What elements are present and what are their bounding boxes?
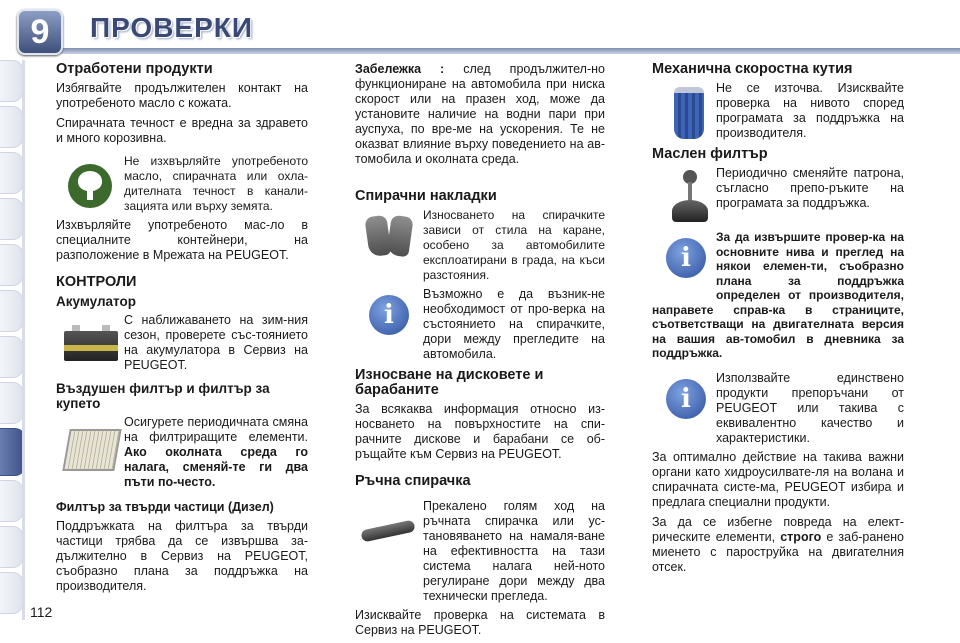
air-filter-icon [56, 415, 118, 471]
page-title: ПРОВЕРКИ [90, 12, 253, 43]
gearbox-text: Не се източва. Изисквайте проверка на нивото според програмата за поддръжка на производителя. [716, 81, 904, 140]
gearbox-block [652, 81, 904, 141]
gear-lever-icon [652, 166, 710, 222]
electric-text-a: За да се избегне повреда на елект-рическите елементи, [652, 514, 904, 544]
handbrake-text: Прекалено голям ход на ръчната спирачка или ус-тановяването на намаля-ване на ефективността на тази система налага ней-ното регулиране дори между два технически прегледа. [423, 499, 605, 603]
chapter-tab[interactable] [0, 572, 23, 614]
electric-text-bold: строго [780, 529, 822, 544]
subsection-title: Акумулатор [56, 294, 136, 309]
note-label: Забележка : [355, 62, 445, 76]
info-icon: i [652, 371, 706, 419]
electric-text-b: е заб-ранено миенето с пароструйка на двигателния отсек. [652, 529, 905, 574]
info-bold-text: За да извършите провер-ка на основните нива и преглед на някои елемен-ти, съобразно плана за поддръжка определен от производителя, направете справ-ка в страниците, съответстващи на двигателната версия на вашия ав-томобил в дневника за поддръжка. [652, 230, 904, 360]
air-filter-text [124, 415, 308, 490]
battery-block [56, 313, 308, 373]
pads-text: Износването на спирачките зависи от стила на каране, особено за автомобилите експлоатирани в града, на къси разстояния. [423, 208, 605, 282]
battery-text: С наближаването на зим-ния сезон, проверете със-тоянието на акумулатора в Сервиз на PEUGEOT. [124, 313, 308, 372]
chapter-tab[interactable] [0, 336, 23, 378]
genuine-text: Използвайте единствено продукти препоръчани от PEUGEOT или такива с еквивалентно качество и характеристики. [716, 370, 904, 445]
air-filter-block [56, 415, 308, 490]
chapter-tab[interactable] [0, 60, 23, 102]
section-title: Механична скоростна кутия [652, 61, 853, 77]
pads-info-text: Възможно е да възник-не необходимост от про-верка на състоянието на спирачките, дори между прегледите на автомобила. [423, 287, 605, 361]
section-title: КОНТРОЛИ [56, 274, 137, 290]
subsection-title: Филтър за твърди частици (Дизел) [56, 500, 274, 514]
middle-column [355, 58, 605, 643]
note-text: Не изхвърляйте употребеното масло, спирачната или охла-дителната течност в канали-зацията или върху земята. [124, 154, 308, 213]
paragraph [652, 515, 904, 575]
pads-info-block [355, 287, 605, 362]
battery-icon [56, 313, 118, 361]
info-icon: i [355, 287, 409, 335]
chapter-tab[interactable] [0, 198, 23, 240]
right-column [652, 58, 904, 580]
chapter-tab[interactable] [0, 106, 23, 148]
note-text: след продължител-но функциониране на автомобила при ниска скорост или на празен ход, може да установите наличие на водни пари при ауспуха, по вре-ме на ускорения. Те не оказват влияние върху поведението на ав-томобила и околната среда. [355, 62, 605, 166]
left-column [56, 58, 308, 599]
chapter-tab[interactable] [0, 244, 23, 286]
air-filter-text-bold: Ако околната среда го налага, сменяй-те ги два пъти по-често. [124, 445, 308, 489]
oil-filter-text: Периодично сменяйте патрона, съгласно препо-ръките на програмата за поддръжка. [716, 166, 904, 210]
environment-note [56, 154, 308, 214]
chapter-tab[interactable] [0, 382, 23, 424]
info-block [652, 230, 904, 361]
paragraph: Спирачната течност е вредна за здравето и много корозивна. [56, 116, 308, 145]
header-rule [60, 48, 960, 54]
subsection-title: Въздушен филтър и филтър за купето [56, 381, 270, 411]
handbrake-block [355, 499, 605, 604]
section-title: Ръчна спирачка [355, 473, 471, 489]
handbrake-lever-icon [355, 499, 417, 545]
chapter-tab[interactable] [0, 526, 23, 568]
paragraph: Поддръжката на филтъра за твърди частици трябва да се извършва за-дължително в Сервиз на PEUGEOT, съобразно плана за поддръжка на производителя. [56, 519, 308, 593]
section-title: Маслен филтър [652, 146, 768, 162]
brake-pads-icon [355, 208, 417, 260]
chapter-badge: 9 [17, 9, 63, 55]
paragraph: Изисквайте проверка на системата в Сервиз на PEUGEOT. [355, 608, 605, 637]
paragraph: Изхвърляйте употребеното мас-ло в специалните контейнери, на разположение в Мрежата на PEUGEOT. [56, 218, 308, 262]
genuine-products-block [652, 371, 904, 446]
paragraph: За всякаква информация относно из-носването на повърхностите на спи-рачните дискове и барабани се об-ръщайте към Сервиз на PEUGEOT. [355, 402, 605, 461]
info-icon: i [652, 230, 706, 278]
section-title: Отработени продукти [56, 61, 213, 77]
page-edge [22, 60, 25, 620]
paragraph: За оптимално действие на такива важни органи като хидроусилвате-ля на волана и спирачната систе-ма, PEUGEOT избира и предлага специални продукти. [652, 449, 904, 509]
note-paragraph [355, 62, 605, 167]
chapter-tab[interactable] [0, 152, 23, 194]
section-title: Спирачни накладки [355, 188, 497, 204]
tree-icon [56, 154, 112, 208]
air-filter-text-plain: Осигурете периодичната смяна на филтриращите елементи. [124, 415, 308, 444]
page-number: 112 [30, 604, 53, 620]
chapter-tab[interactable] [0, 290, 23, 332]
section-title: Износване на дисковете и барабаните [355, 367, 544, 398]
paragraph: Избягвайте продължителен контакт на употребеното масло с кожата. [56, 81, 308, 110]
chapter-tab[interactable] [0, 480, 23, 522]
gearbox-filter-icon [652, 81, 704, 139]
oil-filter-block [652, 166, 904, 226]
brake-pads-block [355, 208, 605, 283]
